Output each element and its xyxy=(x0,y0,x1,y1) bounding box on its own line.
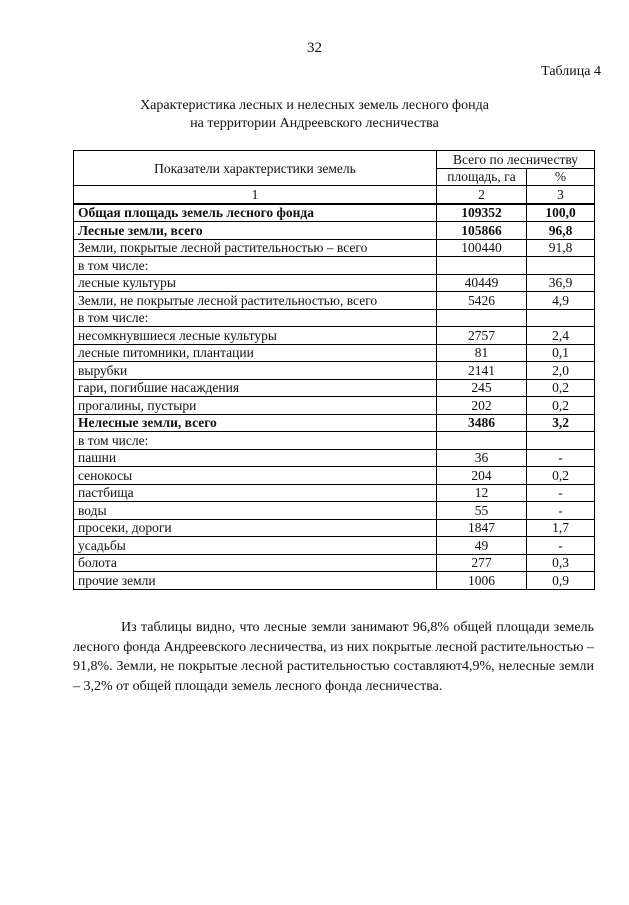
land-characteristics-table xyxy=(73,150,595,590)
row-percent: - xyxy=(527,449,595,467)
row-area: 3486 xyxy=(437,414,527,432)
table-row xyxy=(74,344,595,362)
table-row xyxy=(74,397,595,415)
table-row xyxy=(74,467,595,485)
row-label: несомкнувшиеся лесные культуры xyxy=(74,327,437,345)
row-area: 49 xyxy=(437,537,527,555)
row-label: воды xyxy=(74,502,437,520)
table-row xyxy=(74,362,595,380)
row-area: 202 xyxy=(437,397,527,415)
row-area: 100440 xyxy=(437,239,527,257)
table-row xyxy=(74,309,595,327)
table-row xyxy=(74,519,595,537)
row-label: прочие земли xyxy=(74,572,437,590)
row-percent: 2,0 xyxy=(527,362,595,380)
table-row xyxy=(74,292,595,310)
header-percent: % xyxy=(527,168,595,186)
header-total-group: Всего по лесничеству xyxy=(437,151,595,169)
page-number: 32 xyxy=(307,40,322,56)
row-area: 105866 xyxy=(437,222,527,240)
row-area: 1006 xyxy=(437,572,527,590)
row-area: 36 xyxy=(437,449,527,467)
table-title-line-1: Характеристика лесных и нелесных земель лесного фонда xyxy=(140,98,489,113)
table-row xyxy=(74,327,595,345)
row-percent: - xyxy=(527,537,595,555)
row-label: сенокосы xyxy=(74,467,437,485)
row-area: 5426 xyxy=(437,292,527,310)
row-label: в том числе: xyxy=(74,257,437,275)
table-row xyxy=(74,432,595,450)
row-area xyxy=(437,309,527,327)
table-row xyxy=(74,449,595,467)
row-label: Земли, покрытые лесной растительностью – всего xyxy=(74,239,437,257)
table-row xyxy=(74,554,595,572)
column-number-row xyxy=(74,186,595,204)
row-area: 12 xyxy=(437,484,527,502)
table-title-line-2: на территории Андреевского лесничества xyxy=(190,116,439,131)
row-percent: 91,8 xyxy=(527,239,595,257)
table-row xyxy=(74,484,595,502)
table-row xyxy=(74,274,595,292)
row-area xyxy=(437,432,527,450)
row-area: 40449 xyxy=(437,274,527,292)
summary-paragraph: Из таблицы видно, что лесные земли занимают 96,8% общей площади земель лесного фонда Андреевского лесничества, из них покрытые лесной растительностью – 91,8%. Земли, не покрытые лесной растительностью составляют4,9%, нелесные земли – 3,2% от общей площади земель лесного фонда лесничества. xyxy=(73,620,594,694)
row-percent: 3,2 xyxy=(527,414,595,432)
row-label: в том числе: xyxy=(74,309,437,327)
row-percent: 4,9 xyxy=(527,292,595,310)
row-area: 204 xyxy=(437,467,527,485)
row-percent: 36,9 xyxy=(527,274,595,292)
row-percent: - xyxy=(527,502,595,520)
row-label: Нелесные земли, всего xyxy=(74,414,437,432)
header-row-1 xyxy=(74,151,595,169)
row-label: гари, погибшие насаждения xyxy=(74,379,437,397)
table-row xyxy=(74,537,595,555)
row-percent xyxy=(527,257,595,275)
row-area: 245 xyxy=(437,379,527,397)
row-area: 277 xyxy=(437,554,527,572)
table-label: Таблица 4 xyxy=(541,64,601,79)
row-label: лесные питомники, плантации xyxy=(74,344,437,362)
header-indicator: Показатели характеристики земель xyxy=(74,151,437,186)
table-row xyxy=(74,414,595,432)
table-row xyxy=(74,572,595,590)
row-percent: 100,0 xyxy=(527,204,595,222)
table-row xyxy=(74,379,595,397)
row-label: Общая площадь земель лесного фонда xyxy=(74,204,437,222)
row-label: Лесные земли, всего xyxy=(74,222,437,240)
table-row xyxy=(74,502,595,520)
table-row xyxy=(74,204,595,222)
table-row xyxy=(74,257,595,275)
row-label: лесные культуры xyxy=(74,274,437,292)
row-label: пашни xyxy=(74,449,437,467)
row-label: прогалины, пустыри xyxy=(74,397,437,415)
row-percent: 0,3 xyxy=(527,554,595,572)
row-percent: 0,1 xyxy=(527,344,595,362)
row-label: болота xyxy=(74,554,437,572)
row-area: 109352 xyxy=(437,204,527,222)
table-title xyxy=(0,97,629,133)
table-row xyxy=(74,239,595,257)
column-number-1: 1 xyxy=(74,186,437,204)
row-percent: 96,8 xyxy=(527,222,595,240)
row-label: Земли, не покрытые лесной растительностью, всего xyxy=(74,292,437,310)
row-percent: 2,4 xyxy=(527,327,595,345)
header-area: площадь, га xyxy=(437,168,527,186)
column-number-2: 2 xyxy=(437,186,527,204)
column-number-3: 3 xyxy=(527,186,595,204)
row-percent xyxy=(527,432,595,450)
row-area: 81 xyxy=(437,344,527,362)
row-percent: 0,2 xyxy=(527,397,595,415)
row-area: 1847 xyxy=(437,519,527,537)
row-percent: 0,2 xyxy=(527,379,595,397)
row-percent: 1,7 xyxy=(527,519,595,537)
row-label: пастбища xyxy=(74,484,437,502)
row-label: просеки, дороги xyxy=(74,519,437,537)
row-percent: 0,9 xyxy=(527,572,595,590)
table-row xyxy=(74,222,595,240)
row-label: вырубки xyxy=(74,362,437,380)
row-area: 55 xyxy=(437,502,527,520)
row-label: усадьбы xyxy=(74,537,437,555)
row-percent xyxy=(527,309,595,327)
row-label: в том числе: xyxy=(74,432,437,450)
row-area: 2757 xyxy=(437,327,527,345)
row-percent: - xyxy=(527,484,595,502)
row-percent: 0,2 xyxy=(527,467,595,485)
row-area xyxy=(437,257,527,275)
row-area: 2141 xyxy=(437,362,527,380)
